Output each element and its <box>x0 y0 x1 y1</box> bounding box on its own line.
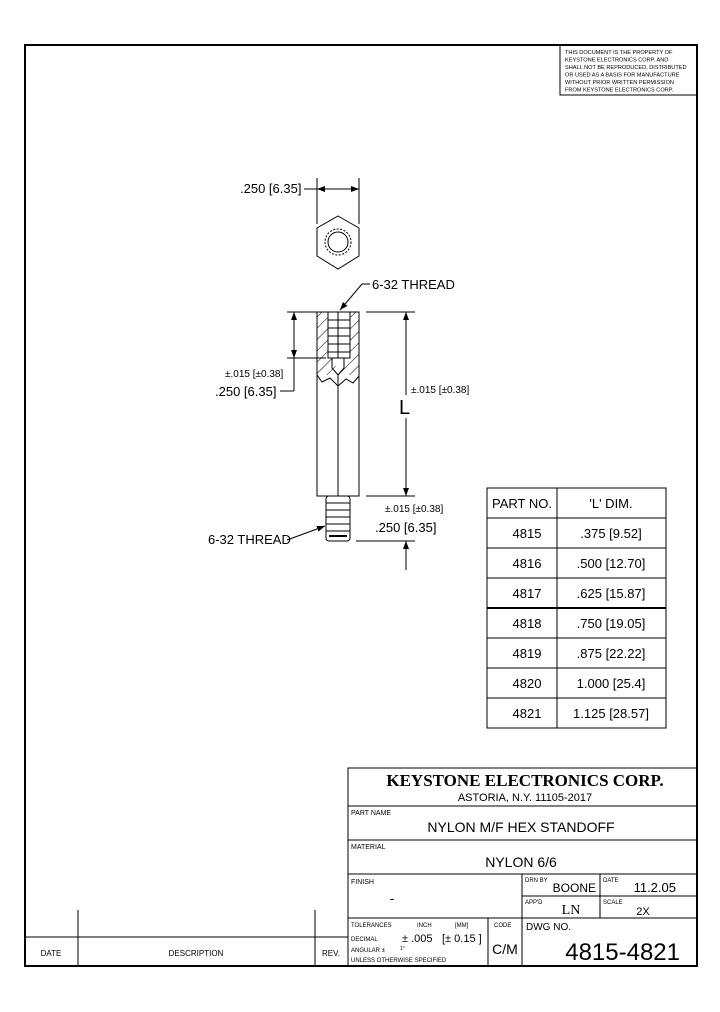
svg-text:DATE: DATE <box>603 878 619 884</box>
svg-text:.750 [19.05]: .750 [19.05] <box>576 616 646 631</box>
code: C/M <box>492 941 518 957</box>
svg-text:4819: 4819 <box>512 646 542 661</box>
svg-text:.875 [22.22]: .875 [22.22] <box>576 646 646 661</box>
svg-text:FINISH: FINISH <box>351 879 374 886</box>
part-name: NYLON M/F HEX STANDOFF <box>427 819 615 835</box>
material: NYLON 6/6 <box>485 854 557 870</box>
svg-text:MATERIAL: MATERIAL <box>351 844 386 851</box>
svg-text:OR USED AS A BASIS FOR MANUFAC: OR USED AS A BASIS FOR MANUFACTURE <box>565 72 680 79</box>
hex-end-view <box>240 178 359 269</box>
svg-text:SHALL NOT BE REPRODUCED, DISTR: SHALL NOT BE REPRODUCED, DISTRIBUTED <box>565 65 687 71</box>
svg-text:DESCRIPTION: DESCRIPTION <box>168 949 224 958</box>
header-part-no: PART NO. <box>492 496 552 511</box>
svg-text:DATE: DATE <box>40 949 62 958</box>
stud-length-dim: .250 [6.35] <box>375 520 437 535</box>
svg-text:CODE: CODE <box>494 923 512 929</box>
svg-text:4820: 4820 <box>512 676 542 691</box>
table-row <box>513 556 646 571</box>
table-row <box>513 526 642 541</box>
top-thread-label: 6-32 THREAD <box>372 277 455 292</box>
table-row <box>513 646 646 661</box>
svg-text:INCH: INCH <box>417 923 432 929</box>
scale: 2X <box>636 906 650 918</box>
decimal-tolerance-mm: [± 0.15 ] <box>442 933 482 945</box>
bottom-thread-label: 6-32 THREAD <box>208 532 291 547</box>
svg-text:.375 [9.52]: .375 [9.52] <box>580 526 642 541</box>
svg-text:UNLESS OTHERWISE SPECIFIED: UNLESS OTHERWISE SPECIFIED <box>351 958 447 964</box>
svg-text:ANGULAR ±: ANGULAR ± <box>351 948 385 954</box>
svg-text:THIS DOCUMENT IS THE PROPERTY: THIS DOCUMENT IS THE PROPERTY OF <box>565 50 673 56</box>
part-table <box>487 488 666 728</box>
svg-text:DECIMAL: DECIMAL <box>351 937 378 943</box>
svg-text:APP'D: APP'D <box>525 900 543 906</box>
revision-block <box>25 910 348 966</box>
header-l-dim: 'L' DIM. <box>589 496 633 511</box>
property-notice <box>560 45 697 95</box>
svg-text:[MM]: [MM] <box>455 923 469 929</box>
finish: - <box>389 890 395 906</box>
svg-text:TOLERANCES: TOLERANCES <box>351 923 392 929</box>
table-row <box>513 706 649 721</box>
svg-text:4818: 4818 <box>512 616 542 631</box>
svg-text:.500 [12.70]: .500 [12.70] <box>576 556 646 571</box>
svg-text:1.125 [28.57]: 1.125 [28.57] <box>573 706 649 721</box>
stud-tolerance: ±.015 [±0.38] <box>385 504 444 515</box>
svg-text:4821: 4821 <box>512 706 542 721</box>
svg-text:WITHOUT PRIOR WRITTEN PERMISSI: WITHOUT PRIOR WRITTEN PERMISSION <box>565 80 674 86</box>
length-label: L <box>399 397 411 419</box>
company-address: ASTORIA, N.Y. 11105-2017 <box>457 792 593 804</box>
svg-text:REV.: REV. <box>322 949 340 958</box>
approved-by: LN <box>561 903 581 918</box>
thread-depth-tolerance: ±.015 [±0.38] <box>225 369 284 380</box>
svg-text:FROM KEYSTONE ELECTRONICS CORP: FROM KEYSTONE ELECTRONICS CORP. <box>565 87 674 94</box>
length-tolerance: ±.015 [±0.38] <box>411 385 470 396</box>
table-row <box>513 586 646 601</box>
angular-tolerance: 1° <box>400 946 405 952</box>
hex-width-dim: .250 [6.35] <box>240 181 302 196</box>
drawn-by: BOONE <box>552 881 596 895</box>
svg-text:KEYSTONE ELECTRONICS CORP. AND: KEYSTONE ELECTRONICS CORP. AND <box>565 57 669 64</box>
svg-text:4817: 4817 <box>512 586 542 601</box>
svg-text:4815: 4815 <box>512 526 542 541</box>
table-row <box>513 676 646 691</box>
company-name: KEYSTONE ELECTRONICS CORP. <box>386 771 664 790</box>
thread-depth-dim: .250 [6.35] <box>215 384 277 399</box>
table-row <box>513 616 646 631</box>
hex-outline <box>317 216 359 269</box>
svg-text:DWG NO.: DWG NO. <box>526 922 571 933</box>
svg-text:.625 [15.87]: .625 [15.87] <box>576 586 646 601</box>
svg-text:4816: 4816 <box>512 556 542 571</box>
standoff-side-view <box>208 277 469 570</box>
svg-text:1.000 [25.4]: 1.000 [25.4] <box>576 676 646 691</box>
svg-text:DRN BY: DRN BY <box>525 878 548 884</box>
svg-text:PART NAME: PART NAME <box>351 810 392 817</box>
title-block <box>348 768 697 966</box>
svg-text:SCALE: SCALE <box>603 900 623 906</box>
decimal-tolerance-inch: ± .005 <box>402 933 433 945</box>
drawing-number: 4815-4821 <box>565 939 680 966</box>
date: 11.2.05 <box>633 880 676 895</box>
